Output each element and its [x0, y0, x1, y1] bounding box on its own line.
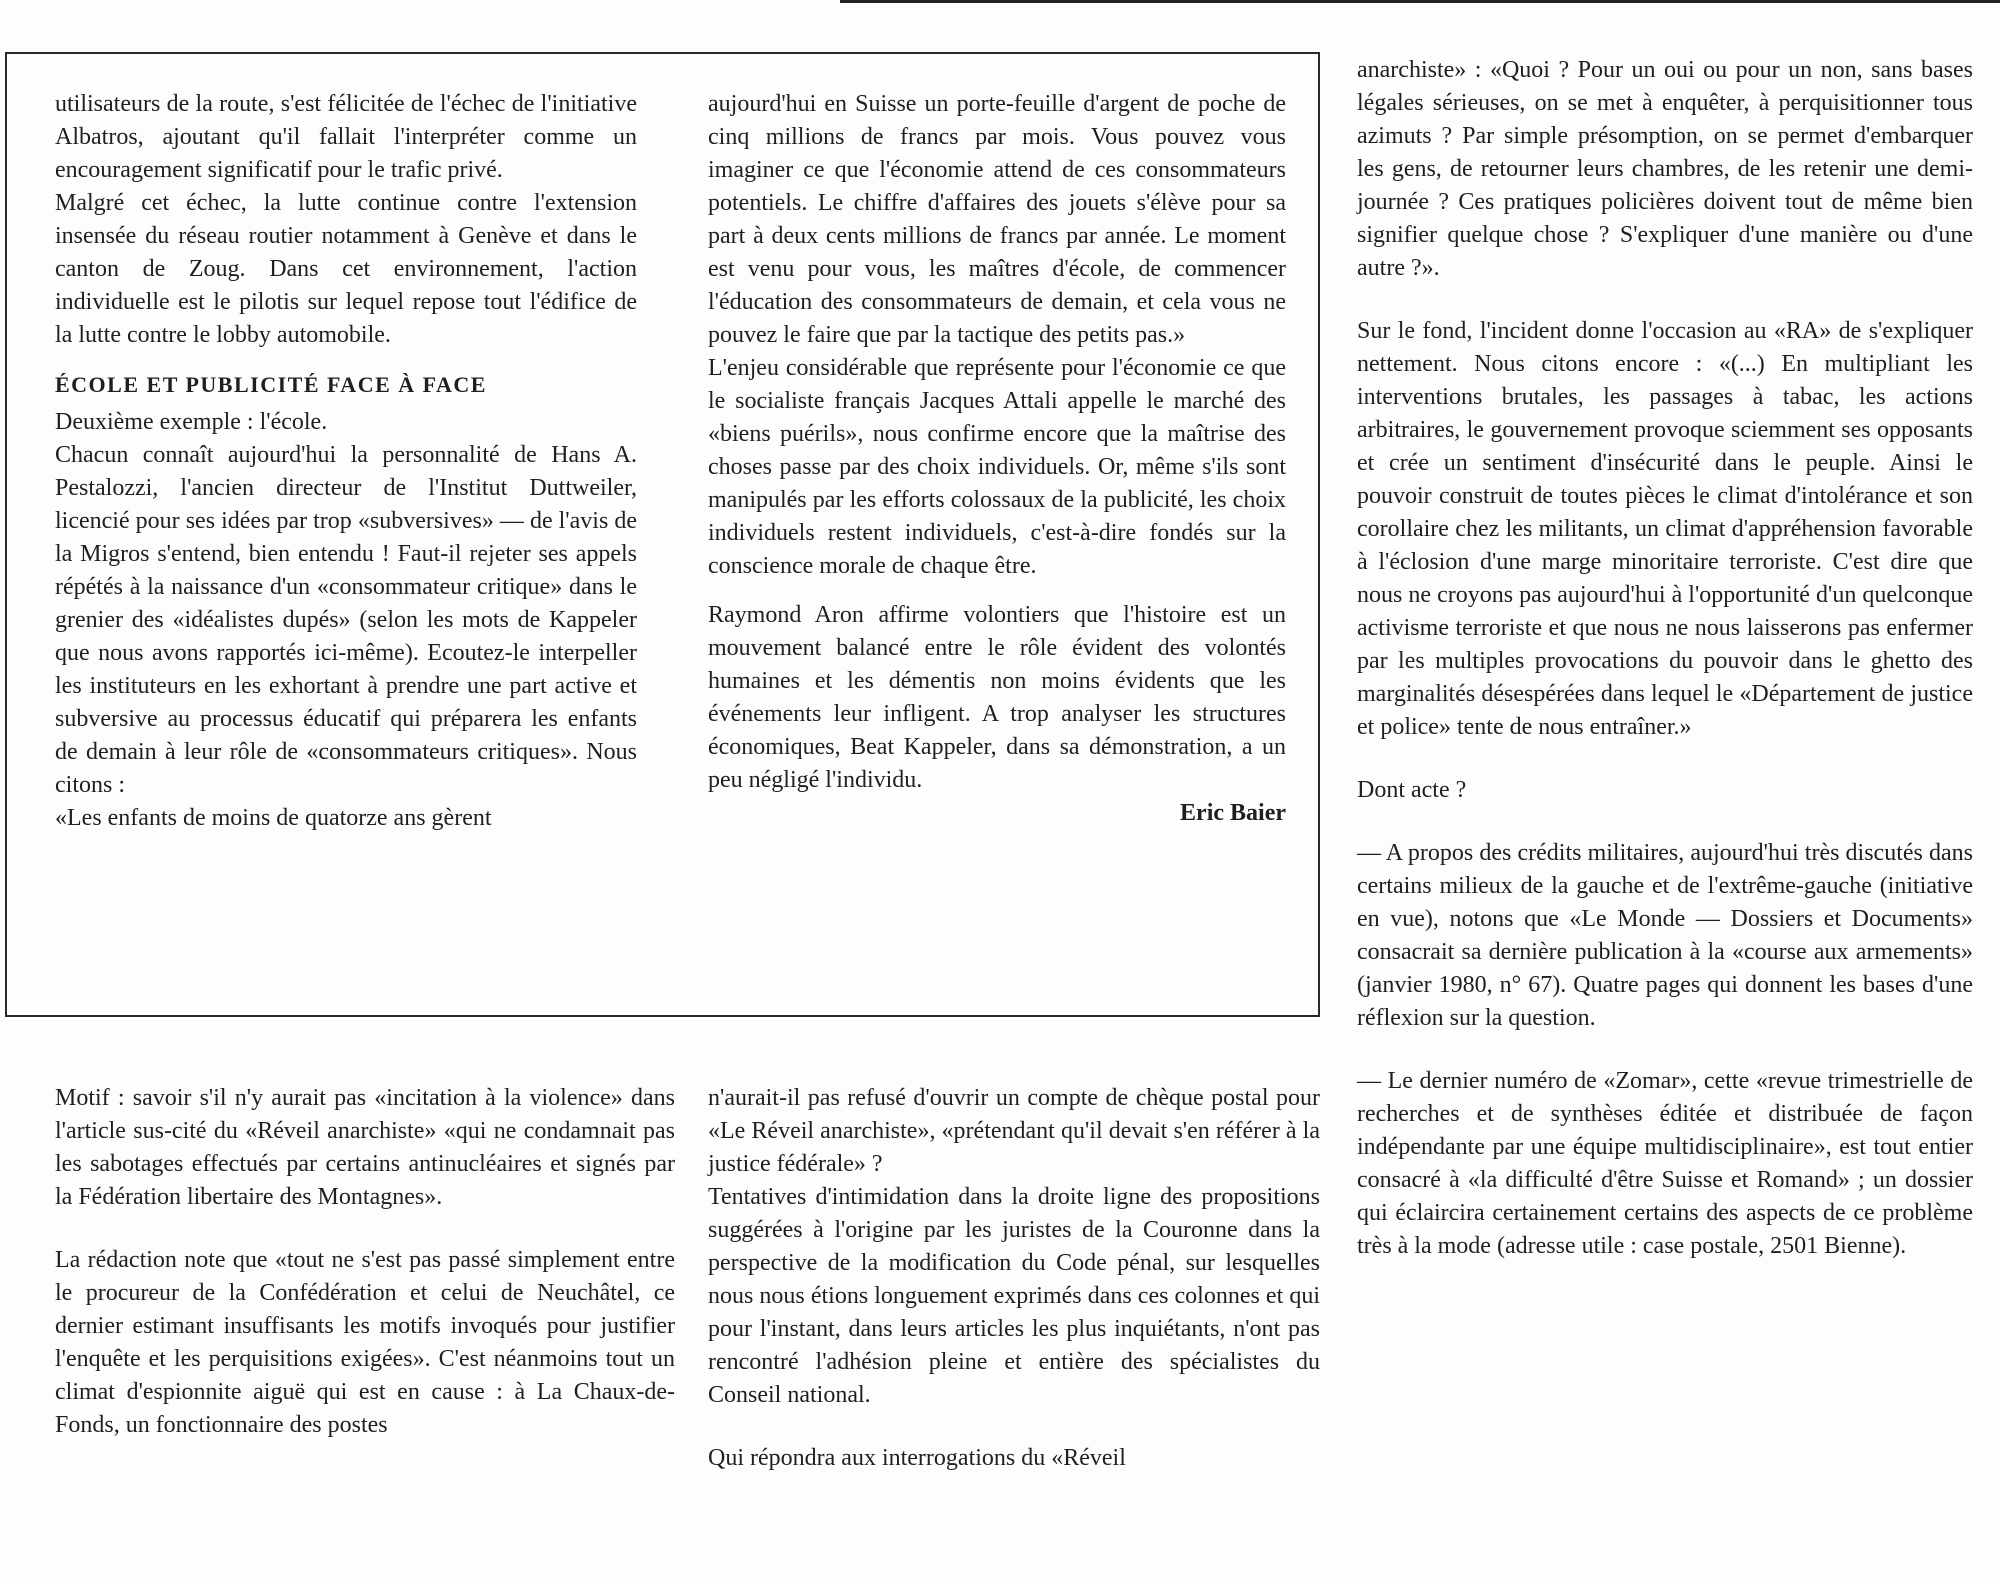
paragraph: aujourd'hui en Suisse un porte-feuille d'argent de poche de cinq millions de francs par mois. Vous pouvez vous imaginer ce que l'économie attend de ces consommateurs potentiels. Le chiffre d'affaires des jouets s'élève pour sa part à deux cents millions de francs par année. Le moment est venu pour vous, les maîtres d'école, de commencer l'éducation des consommateurs de demain, et cela vous ne pouvez le faire que par la tactique des petits pas.» [708, 91, 1286, 348]
paragraph: — Le dernier numéro de «Zomar», cette «revue trimestrielle de recherches et de synthèses éditée et distribuée de façon indépendante par une équipe multidisciplinaire», est tout entier consacré à «la difficulté d'être Suisse et Romand» ; un dossier qui éclaircira certainement certains des aspects de ce problème très à la mode (adresse utile : case postale, 2501 Bienne). [1357, 1068, 1973, 1259]
boxed-column-1 [55, 88, 637, 835]
paragraph: Chacun connaît aujourd'hui la personnalité de Hans A. Pestalozzi, l'ancien directeur de l'Institut Duttweiler, licencié pour ses idées par trop «subversives» — de l'avis de la Migros s'entend, bien entendu ! Faut-il rejeter ses appels répétés à la naissance d'un «consommateur critique» dans le grenier des «idéalistes dupés» (selon les mots de Kappeler que nous avons rapportés ici-même). Ecoutez-le interpeller les instituteurs en les exhortant à prendre une part active et subversive au processus éducatif qui préparera les enfants de demain à leur rôle de «consommateurs critiques». Nous citons : [55, 442, 637, 798]
paragraph: — A propos des crédits militaires, aujourd'hui très discutés dans certains milieux de la gauche et de l'extrême-gauche (initiative en vue), notons que «Le Monde — Dossiers et Documents» consacrait sa dernière publication à la «course aux armements» (janvier 1980, n° 67). Quatre pages qui donnent les bases d'une réflexion sur la question. [1357, 840, 1973, 1031]
lower-column-1 [55, 1082, 675, 1442]
author-signature: Eric Baier [1180, 800, 1286, 826]
paragraph: Malgré cet échec, la lutte continue contre l'extension insensée du réseau routier notamment à Genève et dans le canton de Zoug. Dans cet environnement, l'action individuelle est le pilotis sur lequel repose tout l'édifice de la lutte contre le lobby automobile. [55, 190, 637, 348]
paragraph: anarchiste» : «Quoi ? Pour un oui ou pour un non, sans bases légales sérieuses, on se met à enquêter, à perquisitionner tous azimuts ? Par simple présomption, on se permet d'embarquer les gens, de retourner leurs chambres, de les retenir une demi-journée ? Ces pratiques policières doivent tout de même bien signifier quelque chose ? S'expliquer d'une manière ou d'une autre ?». [1357, 57, 1973, 281]
boxed-column-2 [708, 88, 1286, 830]
paragraph: Motif : savoir s'il n'y aurait pas «incitation à la violence» dans l'article sus-cité du «Réveil anarchiste» «qui ne condamnait pas les sabotages effectués par certains antinucléaires et signés par la Fédération libertaire des Montagnes». [55, 1085, 675, 1210]
section-heading: ÉCOLE ET PUBLICITÉ FACE À FACE [55, 372, 487, 397]
paragraph: Deuxième exemple : l'école. [55, 409, 328, 435]
paragraph: Qui répondra aux interrogations du «Réveil [708, 1445, 1126, 1471]
paragraph: Sur le fond, l'incident donne l'occasion au «RA» de s'expliquer nettement. Nous citons encore : «(...) En multipliant les interventions brutales, les passages à tabac, les actions arbitraires, le gouvernement provoque sciemment ses opposants et crée un sentiment d'insécurité dans le peuple. Ainsi le pouvoir construit de toutes pièces le climat d'intolérance et son corollaire chez les militants, un climat d'appréhension favorable à l'éclosion d'une marge minoritaire terroriste. C'est dire que nous ne croyons pas aujourd'hui à l'opportunité d'un quelconque activisme terroriste et que nous ne nous laisserons pas enfermer par les multiples provocations du pouvoir dans le ghetto des marginalités désespérées dans lequel le «Département de justice et police» tente de nous entraîner.» [1357, 318, 1973, 740]
lower-column-2 [708, 1082, 1320, 1475]
paragraph: utilisateurs de la route, s'est félicitée de l'échec de l'initiative Albatros, ajoutant qu'il fallait l'interpréter comme un encouragement significatif pour le trafic privé. [55, 91, 637, 183]
paragraph: La rédaction note que «tout ne s'est pas passé simplement entre le procureur de la Confédération et celui de Neuchâtel, ce dernier estimant insuffisants les motifs invoqués pour justifier l'enquête et les perquisitions exigées». C'est néanmoins tout un climat d'espionnite aiguë qui est en cause : à La Chaux-de-Fonds, un fonctionnaire des postes [55, 1247, 675, 1438]
right-column [1357, 54, 1973, 1263]
paragraph: «Les enfants de moins de quatorze ans gèrent [55, 805, 492, 831]
paragraph: Dont acte ? [1357, 777, 1467, 803]
paragraph: n'aurait-il pas refusé d'ouvrir un compte de chèque postal pour «Le Réveil anarchiste», «prétendant qu'il devait s'en référer à la justice fédérale» ? [708, 1085, 1320, 1177]
paragraph: L'enjeu considérable que représente pour l'économie ce que le socialiste français Jacques Attali appelle le marché des «biens puérils», nous confirme encore que la maîtrise des choses passe par des choix individuels. Or, même s'ils sont manipulés par les efforts colossaux de la publicité, les choix individuels restent individuels, c'est-à-dire fondés sur la conscience morale de chaque être. [708, 355, 1286, 579]
top-rule [840, 0, 2000, 3]
paragraph: Tentatives d'intimidation dans la droite ligne des propositions suggérées à l'origine par les juristes de la Couronne dans la perspective de la modification du Code pénal, sur lesquelles nous nous étions longuement exprimés dans ces colonnes et qui pour l'instant, dans leurs articles les plus inquiétants, n'ont pas rencontré l'adhésion pleine et entière des spécialistes du Conseil national. [708, 1184, 1320, 1408]
paragraph: Raymond Aron affirme volontiers que l'histoire est un mouvement balancé entre le rôle évident des volontés humaines et les démentis non moins évidents que les événements leur infligent. A trop analyser les structures économiques, Beat Kappeler, dans sa démonstration, a un peu négligé l'individu. [708, 602, 1286, 793]
